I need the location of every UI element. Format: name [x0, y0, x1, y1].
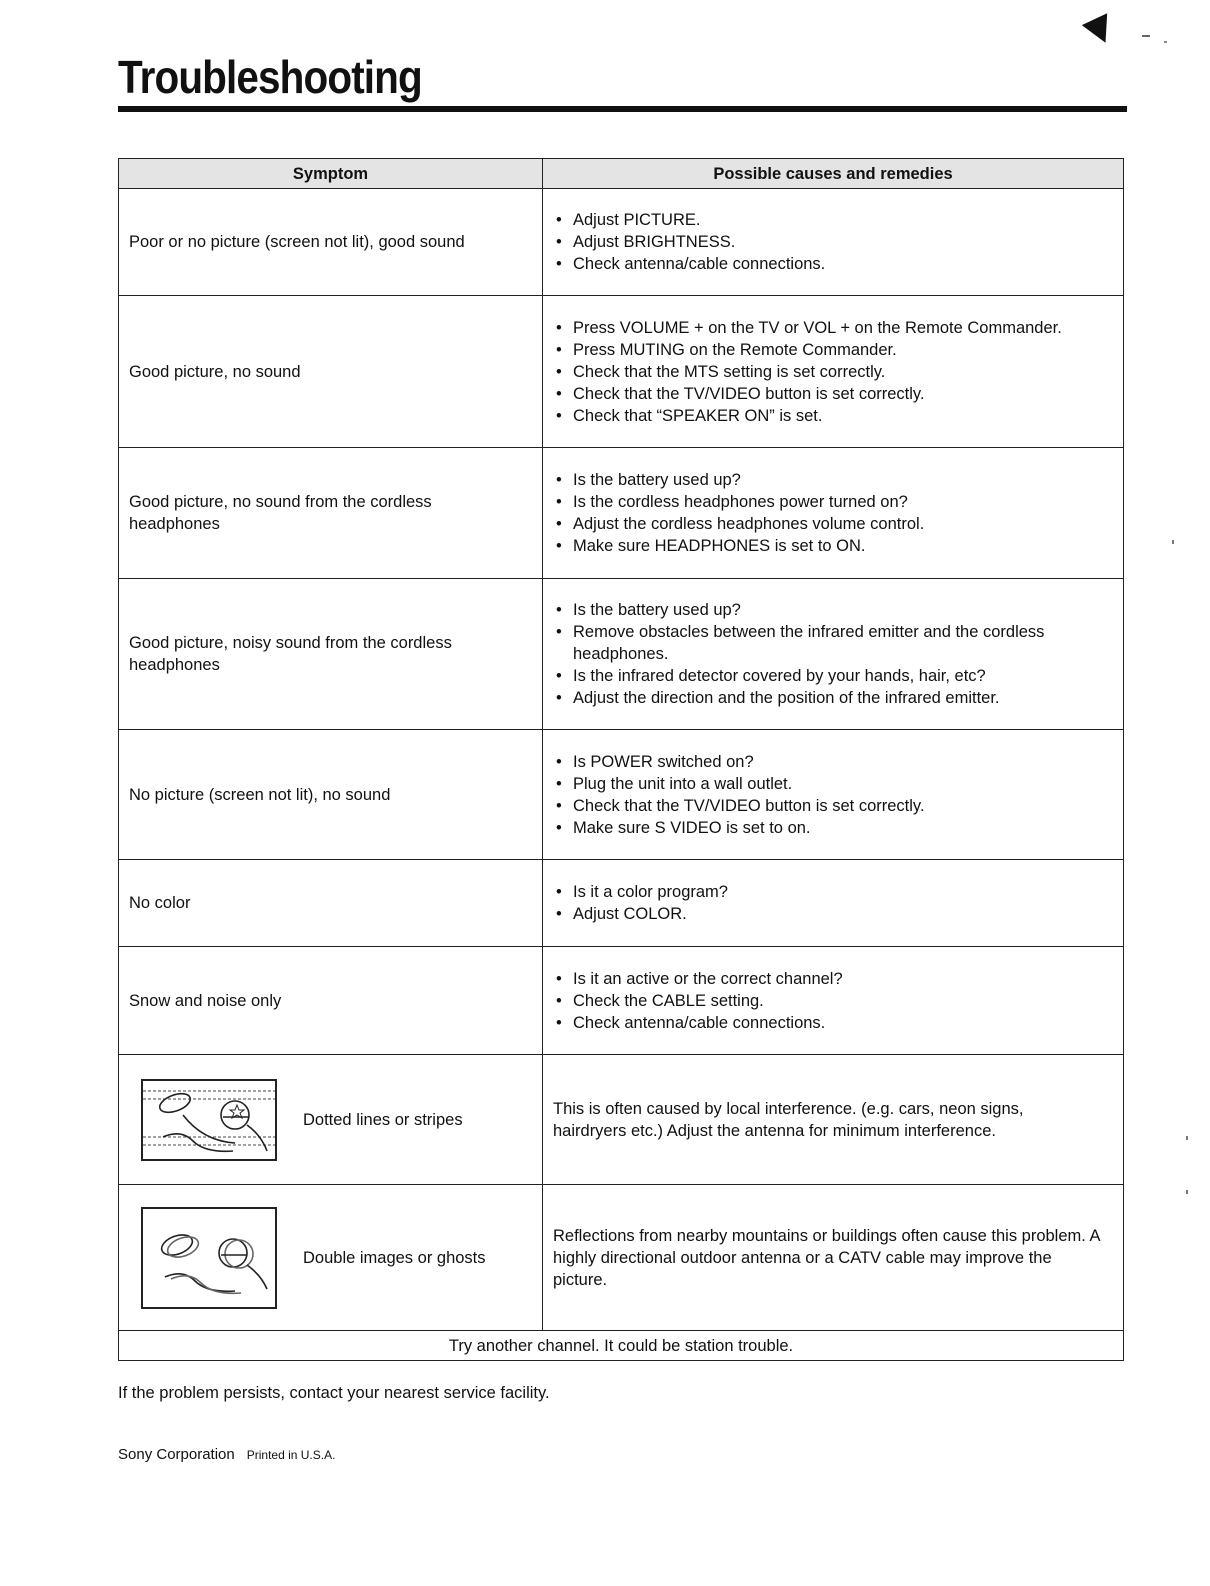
symptom-cell: Good picture, no sound from the cordless headphones — [119, 448, 543, 579]
remedy-item: • Plug the unit into a wall outlet. — [553, 773, 1113, 795]
page-corner-dash — [1142, 35, 1150, 37]
symptom-cell: No picture (screen not lit), no sound — [119, 730, 543, 860]
remedy-item: • Adjust the cordless headphones volume control. — [553, 513, 1113, 535]
symptom-cell — [119, 1055, 543, 1185]
football-player-ghost-icon — [141, 1207, 277, 1309]
page-title: Troubleshooting — [118, 51, 422, 103]
troubleshooting-table — [118, 158, 1124, 1361]
imprint — [118, 1446, 335, 1463]
title-rule — [118, 106, 1127, 112]
table-row — [119, 189, 1124, 296]
remedy-item: • Press VOLUME + on the TV or VOL + on the Remote Commander. — [553, 317, 1121, 339]
symptom-picture-wrap — [119, 1079, 542, 1161]
company-name: Sony Corporation — [118, 1446, 235, 1463]
printed-in: Printed in U.S.A. — [246, 1448, 336, 1462]
remedy-item: • Adjust BRIGHTNESS. — [553, 231, 1113, 253]
table-row — [119, 947, 1124, 1055]
remedy-item: • Check that “SPEAKER ON” is set. — [553, 405, 1121, 427]
remedy-item: • Is it a color program? — [553, 881, 1113, 903]
remedy-item: • Adjust the direction and the position of the infrared emitter. — [553, 687, 1113, 709]
symptom-cell: Snow and noise only — [119, 947, 543, 1055]
remedy-item: • Make sure S VIDEO is set to on. — [553, 817, 1113, 839]
remedy-item: • Check that the MTS setting is set correctly. — [553, 361, 1121, 383]
page-edge-mark — [1186, 1136, 1188, 1140]
remedies-cell — [543, 189, 1124, 296]
table-row — [119, 296, 1124, 448]
remedy-item: • Make sure HEADPHONES is set to ON. — [553, 535, 1113, 557]
remedies-cell — [543, 296, 1124, 448]
table-row — [119, 730, 1124, 860]
symptom-cell: Good picture, noisy sound from the cordless headphones — [119, 579, 543, 730]
remedy-item: • Check antenna/cable connections. — [553, 1012, 1113, 1034]
remedy-item: • Is the battery used up? — [553, 599, 1113, 621]
remedy-item: • Check that the TV/VIDEO button is set correctly. — [553, 795, 1113, 817]
table-header-row — [119, 159, 1124, 189]
remedy-item: • Is POWER switched on? — [553, 751, 1113, 773]
remedies-cell — [543, 947, 1124, 1055]
persist-note: If the problem persists, contact your nearest service facility. — [118, 1384, 550, 1402]
remedy-item: • Check the CABLE setting. — [553, 990, 1113, 1012]
remedies-cell — [543, 448, 1124, 579]
remedy-item: • Is the infrared detector covered by your hands, hair, etc? — [553, 665, 1113, 687]
remedy-item: • Is it an active or the correct channel? — [553, 968, 1113, 990]
table-footer-note: Try another channel. It could be station trouble. — [119, 1331, 1124, 1361]
remedy-item: • Adjust PICTURE. — [553, 209, 1113, 231]
table-footer-row — [119, 1331, 1124, 1361]
symptom-cell: No color — [119, 860, 543, 947]
symptom-header: Symptom — [119, 159, 543, 189]
remedies-cell — [543, 860, 1124, 947]
remedy-item: • Adjust COLOR. — [553, 903, 1113, 925]
table-row — [119, 1055, 1124, 1185]
page-edge-mark — [1186, 1190, 1188, 1194]
remedy-item: • Press MUTING on the Remote Commander. — [553, 339, 1121, 361]
remedy-item: • Check antenna/cable connections. — [553, 253, 1113, 275]
page-corner-arrow-icon — [1082, 13, 1118, 48]
symptom-label: Dotted lines or stripes — [303, 1110, 463, 1129]
page-edge-mark — [1172, 540, 1174, 544]
remedies-header: Possible causes and remedies — [543, 159, 1124, 189]
table-row — [119, 579, 1124, 730]
symptom-cell: Poor or no picture (screen not lit), good sound — [119, 189, 543, 296]
table-row — [119, 1185, 1124, 1331]
symptom-picture-wrap — [119, 1207, 542, 1309]
symptom-cell — [119, 1185, 543, 1331]
remedy-item: • Is the cordless headphones power turned on? — [553, 491, 1113, 513]
remedy-item: • Remove obstacles between the infrared emitter and the cordless headphones. — [553, 621, 1113, 665]
table-row — [119, 860, 1124, 947]
football-player-interference-icon — [141, 1079, 277, 1161]
remedy-item: • Is the battery used up? — [553, 469, 1113, 491]
remedies-cell — [543, 730, 1124, 860]
remedies-cell: This is often caused by local interference. (e.g. cars, neon signs, hairdryers etc.) Adjust the antenna for minimum interference. — [543, 1055, 1124, 1185]
remedy-item: • Check that the TV/VIDEO button is set correctly. — [553, 383, 1121, 405]
symptom-label: Double images or ghosts — [303, 1248, 486, 1267]
remedies-cell — [543, 579, 1124, 730]
symptom-cell: Good picture, no sound — [119, 296, 543, 448]
page-corner-dot — [1164, 41, 1167, 43]
remedies-cell: Reflections from nearby mountains or buildings often cause this problem. A highly directional outdoor antenna or a CATV cable may improve the picture. — [543, 1185, 1124, 1331]
table-row — [119, 448, 1124, 579]
